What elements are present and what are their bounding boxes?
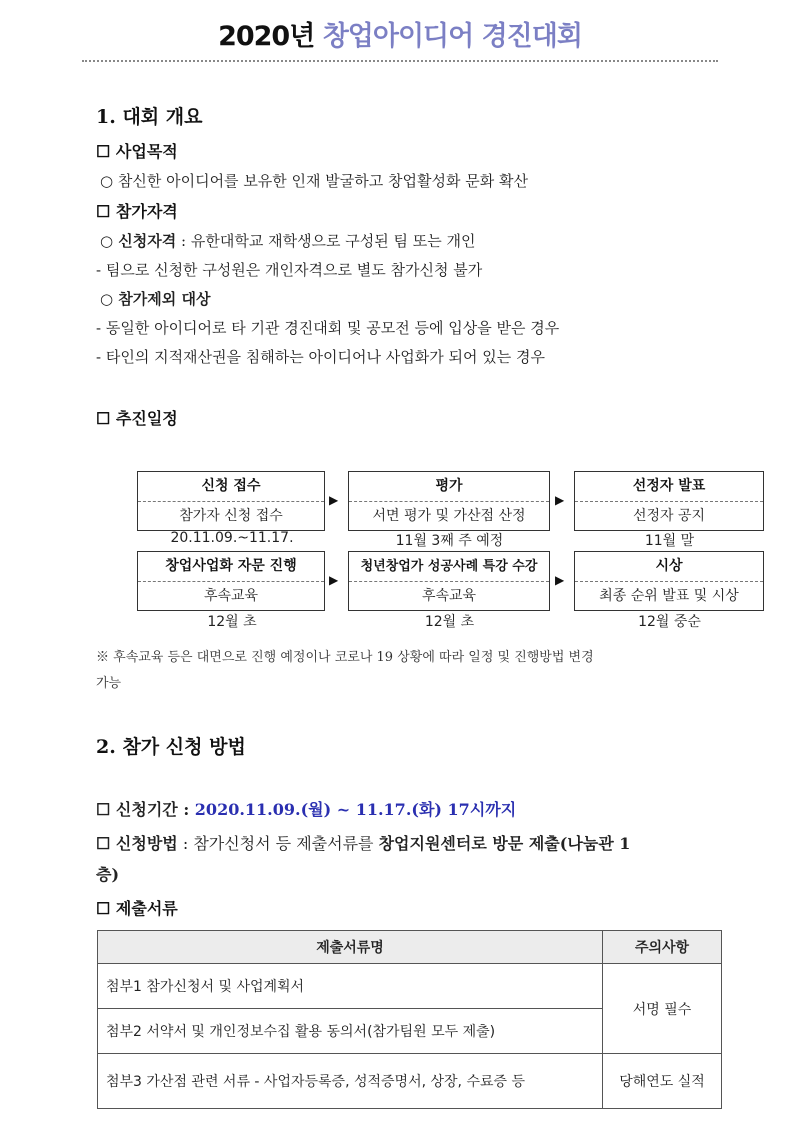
period-sep: : (177, 800, 195, 819)
schedule-step-1 (137, 471, 325, 531)
step-title: 청년창업가 성공사례 특강 수강 (349, 552, 549, 582)
step-title: 창업사업화 자문 진행 (138, 552, 324, 582)
schedule-heading: ☐ 추진일정 (96, 409, 178, 428)
header-caution: 주의사항 (603, 931, 722, 964)
exclusion-item-1: - 동일한 아이디어로 타 기관 경진대회 및 공모전 등에 입상을 받은 경우 (96, 319, 560, 337)
step-title: 신청 접수 (138, 472, 324, 502)
header-doc-name: 제출서류명 (98, 931, 603, 964)
eligibility-heading: ☐ 참가자격 (96, 202, 178, 221)
arrow-right-icon: ▶ (329, 573, 339, 587)
step-desc: 최종 순위 발표 및 시상 (599, 588, 739, 604)
doc-name-cell: 첨부3 가산점 관련 서류 - 사업자등록증, 성적증명서, 상장, 수료증 등 (98, 1054, 603, 1109)
applicant-note: - 팀으로 신청한 구성원은 개인자격으로 별도 참가신청 불가 (96, 261, 483, 279)
caution-cell: 서명 필수 (603, 964, 722, 1054)
step-date: 12월 초 (424, 614, 475, 630)
title-main: 창업아이디어 경진대회 (322, 21, 582, 52)
step-date: 20.11.09.~11.17. (170, 530, 294, 546)
section2-heading: 2. 참가 신청 방법 (96, 736, 246, 758)
arrow-right-icon: ▶ (555, 493, 565, 507)
method-line (96, 831, 630, 854)
applicant-line (100, 230, 476, 251)
step-desc: 후속교육 (421, 588, 477, 604)
period-line (96, 797, 516, 820)
applicant-label: ○ 신청자격 (100, 232, 177, 250)
docs-table (97, 930, 722, 1109)
step-desc: 서면 평가 및 가산점 산정 (372, 508, 526, 524)
note-line-2: 가능 (96, 676, 122, 691)
step-desc: 참가자 신청 접수 (179, 508, 283, 524)
step-date: 12월 중순 (638, 614, 701, 630)
title-divider (82, 60, 718, 62)
doc-name-cell: 첨부2 서약서 및 개인정보수집 활용 동의서(참가팀원 모두 제출) (98, 1009, 603, 1054)
step-desc: 선정자 공지 (632, 508, 706, 524)
table-row (98, 1054, 722, 1109)
schedule-step-5 (348, 551, 550, 611)
step-date: 11월 3째 주 예정 (395, 533, 504, 549)
exclusion-label: ○ 참가제외 대상 (100, 290, 211, 308)
step-date: 11월 말 (644, 533, 695, 549)
table-header-row (98, 931, 722, 964)
step-title: 평가 (349, 472, 549, 502)
schedule-step-6 (574, 551, 764, 611)
step-title: 시상 (575, 552, 763, 582)
step-desc: 후속교육 (203, 588, 259, 604)
purpose-heading: ☐ 사업목적 (96, 142, 178, 161)
method-label: ☐ 신청방법 (96, 834, 178, 853)
arrow-right-icon: ▶ (329, 493, 339, 507)
exclusion-item-2: - 타인의 지적재산권을 침해하는 아이디어나 사업화가 되어 있는 경우 (96, 348, 545, 366)
doc-name-cell: 첨부1 참가신청서 및 사업계획서 (98, 964, 603, 1009)
note-line-1: ※ 후속교육 등은 대면으로 진행 예정이나 코로나 19 상황에 따라 일정 및 진행방법 변경 (96, 650, 594, 665)
applicant-text: : 유한대학교 재학생으로 구성된 팀 또는 개인 (176, 232, 476, 250)
arrow-right-icon: ▶ (555, 573, 565, 587)
schedule-step-2 (348, 471, 550, 531)
period-label: ☐ 신청기간 (96, 800, 178, 819)
step-title: 선정자 발표 (575, 472, 763, 502)
title-year: 2020년 (218, 21, 315, 52)
purpose-line: ○ 참신한 아이디어를 보유한 인재 발굴하고 창업활성화 문화 확산 (100, 172, 528, 190)
schedule-step-3 (574, 471, 764, 531)
schedule-note (96, 645, 736, 697)
schedule-step-4 (137, 551, 325, 611)
period-value: 2020.11.09.(월) ~ 11.17.(화) 17시까지 (194, 800, 517, 819)
section1-heading: 1. 대회 개요 (96, 106, 203, 128)
caution-cell: 당해연도 실적 (603, 1054, 722, 1109)
docs-heading: ☐ 제출서류 (96, 899, 178, 918)
method-line-cont: 층) (96, 865, 120, 884)
page-title (0, 14, 800, 53)
step-date: 12월 초 (207, 614, 257, 630)
table-row (98, 964, 722, 1009)
method-bold: 창업지원센터로 방문 제출(나눔관 1 (378, 834, 631, 853)
method-text: : 참가신청서 등 제출서류를 (177, 834, 379, 853)
